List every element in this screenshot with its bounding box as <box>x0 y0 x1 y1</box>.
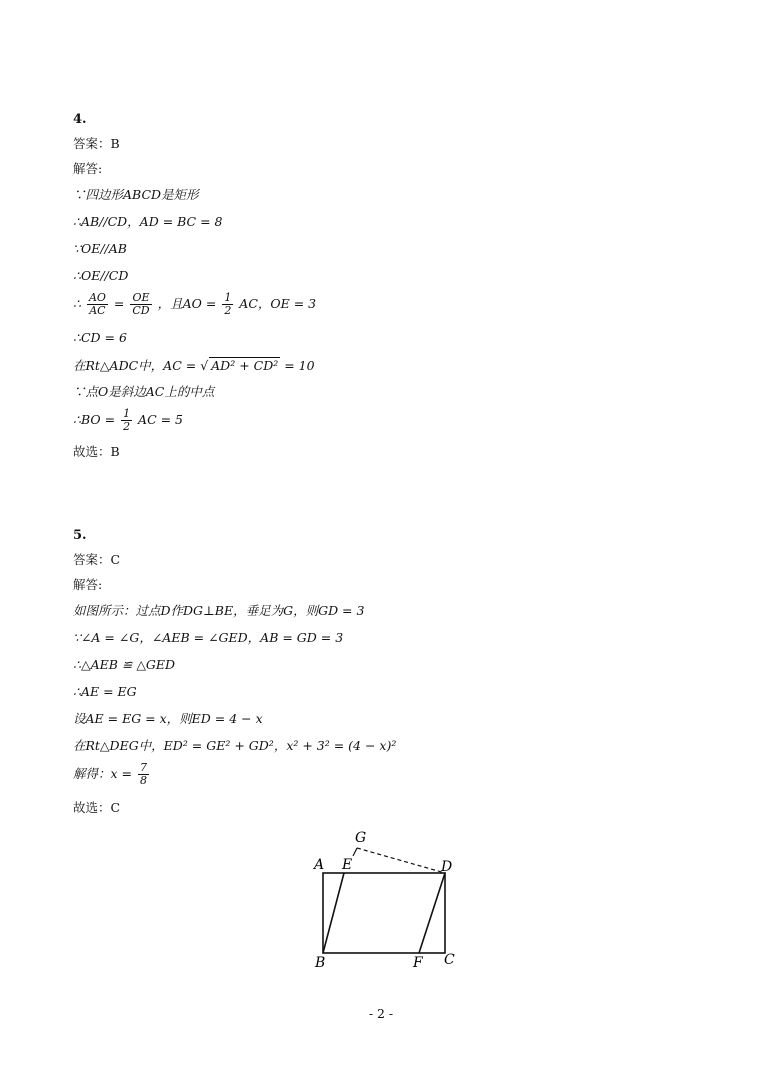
proof-line: ∵∠A = ∠G，∠AEB = ∠GED，AB = GD = 3 <box>73 630 344 645</box>
label-b: B <box>315 955 326 971</box>
proof-line: ∵OE//AB <box>73 241 127 256</box>
proof-line: ∴OE//CD <box>73 268 129 283</box>
question-number-5: 5. <box>73 528 87 543</box>
label-f: F <box>413 955 423 971</box>
question-number-4: 4. <box>73 112 87 127</box>
solution-label: 解答: <box>73 161 103 176</box>
proof-line: ∴CD = 6 <box>73 330 127 345</box>
proof-line: ∴AB//CD，AD = BC = 8 <box>73 214 223 229</box>
label-c: C <box>444 952 455 968</box>
choice-line: 故选：B <box>73 444 120 459</box>
answer-line: 答案：C <box>73 552 121 567</box>
ratio-line: ∴ $\frac{AO}{AC}$ = $\frac{OE}{CD}$ ，且AO = $\frac{1}{2}$ AC，OE = 3 <box>73 291 317 317</box>
label-d: D <box>441 859 453 875</box>
proof-line: 在Rt△DEG中，ED² = GE² + GD²，x² + 3² = (4 − x)² <box>73 738 397 753</box>
solve-line: 解得：x = $\frac{7}{8}$ <box>73 761 147 787</box>
geometry-figure <box>300 822 470 972</box>
segment-be <box>323 873 344 953</box>
page-number: - 2 - <box>368 1006 394 1021</box>
pythagoras-line: 在Rt△ADC中，AC = √ AD² + CD² = 10 <box>73 358 315 373</box>
proof-line: 设AE = EG = x，则ED = 4 − x <box>73 711 263 726</box>
bo-line: ∴BO = $\frac{1}{2}$ AC = 5 <box>73 407 184 433</box>
solution-label: 解答: <box>73 577 103 592</box>
segment-df <box>419 873 445 953</box>
label-a: A <box>314 857 325 873</box>
answer-line: 答案：B <box>73 136 120 151</box>
proof-line: 如图所示：过点D作DG⊥BE，垂足为G，则GD = 3 <box>73 603 365 618</box>
segment-gd-dashed <box>357 848 445 873</box>
proof-line: ∵点O是斜边AC上的中点 <box>73 384 215 399</box>
label-e: E <box>342 857 353 873</box>
segment-eg <box>353 848 357 856</box>
proof-line: ∴△AEB ≌ △GED <box>73 657 176 672</box>
proof-line: ∵四边形ABCD是矩形 <box>73 187 199 202</box>
choice-line: 故选：C <box>73 800 121 815</box>
label-g: G <box>355 830 367 846</box>
proof-line: ∴AE = EG <box>73 684 137 699</box>
